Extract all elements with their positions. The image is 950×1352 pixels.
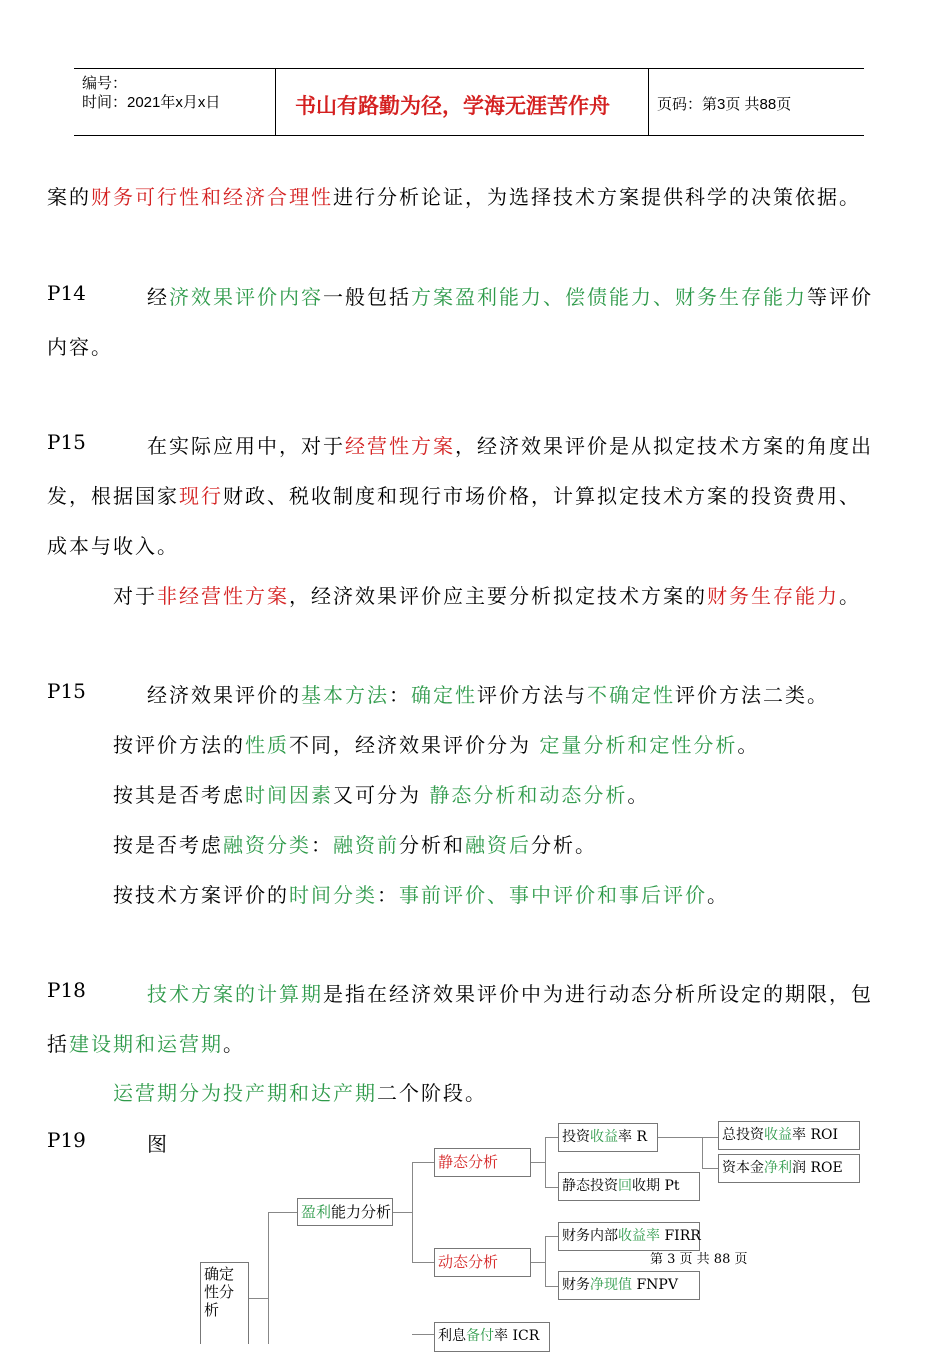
connector bbox=[702, 1168, 718, 1169]
header-divider-2 bbox=[648, 68, 649, 136]
connector bbox=[545, 1236, 558, 1237]
connector bbox=[545, 1286, 558, 1287]
connector bbox=[545, 1137, 546, 1187]
connector bbox=[412, 1334, 434, 1335]
page-ref-p19: P19 bbox=[47, 1128, 86, 1152]
highlight-red: 财务可行性和经济合理性 bbox=[91, 185, 333, 209]
diagram-node-fnpv: 财务净现值 FNPV bbox=[558, 1271, 700, 1300]
paragraph-p18-line-2: 括建设期和运营期。 bbox=[47, 1032, 245, 1056]
header-number-label: 编号： bbox=[82, 75, 128, 92]
paragraph-p15-line-1: 在实际应用中，对于经营性方案，经济效果评价是从拟定技术方案的角度出 bbox=[147, 434, 873, 458]
connector bbox=[393, 1212, 412, 1213]
connector bbox=[268, 1336, 269, 1344]
header-time-label: 时间：2021年x月x日 bbox=[82, 94, 221, 111]
paragraph-methods-line-1: 经济效果评价的基本方法：确定性评价方法与不确定性评价方法二类。 bbox=[147, 683, 829, 707]
figure-label: 图 bbox=[147, 1132, 169, 1156]
diagram-node-static: 静态分析 bbox=[434, 1148, 531, 1177]
connector bbox=[702, 1137, 718, 1138]
header-bottom-border bbox=[74, 135, 864, 136]
paragraph-methods-line-5: 按技术方案评价的时间分类：事前评价、事中评价和事后评价。 bbox=[113, 883, 729, 907]
header-page-info: 页码：第3页 共88页 bbox=[657, 96, 792, 113]
connector bbox=[412, 1262, 434, 1263]
paragraph-methods-line-3: 按其是否考虑时间因素又可分为 静态分析和动态分析。 bbox=[113, 783, 650, 807]
connector bbox=[531, 1162, 545, 1163]
diagram-node-icr: 利息备付率 ICR bbox=[434, 1322, 550, 1352]
page-ref-p15: P15 bbox=[47, 430, 86, 454]
diagram-node-payback: 静态投资回收期 Pt bbox=[558, 1172, 700, 1201]
connector bbox=[268, 1212, 297, 1213]
paragraph-p15-line-2: 发，根据国家现行财政、税收制度和现行市场价格，计算拟定技术方案的投资费用、 bbox=[47, 484, 861, 508]
connector bbox=[249, 1298, 268, 1299]
connector bbox=[268, 1212, 269, 1344]
connector bbox=[658, 1137, 702, 1138]
paragraph-p14-line-1: 经济效果评价内容一般包括方案盈利能力、偿债能力、财务生存能力等评价 bbox=[147, 285, 873, 309]
page-ref-p15-b: P15 bbox=[47, 679, 86, 703]
diagram-node-firr: 财务内部收益率 FIRR bbox=[558, 1222, 700, 1251]
paragraph-line-1: 案的财务可行性和经济合理性进行分析论证，为选择技术方案提供科学的决策依据。 bbox=[47, 185, 861, 209]
connector bbox=[412, 1162, 434, 1163]
page-ref-p18: P18 bbox=[47, 978, 86, 1002]
paragraph-methods-line-2: 按评价方法的性质不同，经济效果评价分为 定量分析和定性分析。 bbox=[113, 733, 760, 757]
page-ref-p14: P14 bbox=[47, 281, 86, 305]
paragraph-p18-line-1: 技术方案的计算期是指在经济效果评价中为进行动态分析所设定的期限，包 bbox=[147, 982, 873, 1006]
connector bbox=[702, 1137, 703, 1168]
diagram-node-profit: 盈利能力分析 bbox=[297, 1198, 393, 1226]
connector bbox=[545, 1236, 546, 1286]
connector bbox=[412, 1162, 413, 1262]
connector bbox=[531, 1262, 545, 1263]
paragraph-p15-line-4: 对于非经营性方案，经济效果评价应主要分析拟定技术方案的财务生存能力。 bbox=[113, 584, 861, 608]
header-top-border bbox=[74, 68, 864, 69]
diagram-node-dynamic: 动态分析 bbox=[434, 1248, 531, 1277]
header-divider-1 bbox=[275, 68, 276, 136]
diagram-node-roe: 资本金净利润 ROE bbox=[718, 1154, 860, 1183]
header-motto: 书山有路勤为径，学海无涯苦作舟 bbox=[295, 95, 610, 118]
connector bbox=[545, 1187, 558, 1188]
connector bbox=[545, 1137, 558, 1138]
paragraph-p14-line-2: 内容。 bbox=[47, 335, 113, 359]
diagram-node-roi: 总投资收益率 ROI bbox=[718, 1121, 860, 1150]
footer-page-number: 第 3 页 共 88 页 bbox=[650, 1252, 748, 1267]
paragraph-p18-line-3: 运营期分为投产期和达产期二个阶段。 bbox=[113, 1081, 487, 1105]
diagram-node-root: 确定 性分 析 bbox=[200, 1262, 249, 1344]
paragraph-methods-line-4: 按是否考虑融资分类：融资前分析和融资后分析。 bbox=[113, 833, 597, 857]
diagram-node-investment-return: 投资收益率 R bbox=[558, 1123, 658, 1152]
paragraph-p15-line-3: 成本与收入。 bbox=[47, 534, 179, 558]
